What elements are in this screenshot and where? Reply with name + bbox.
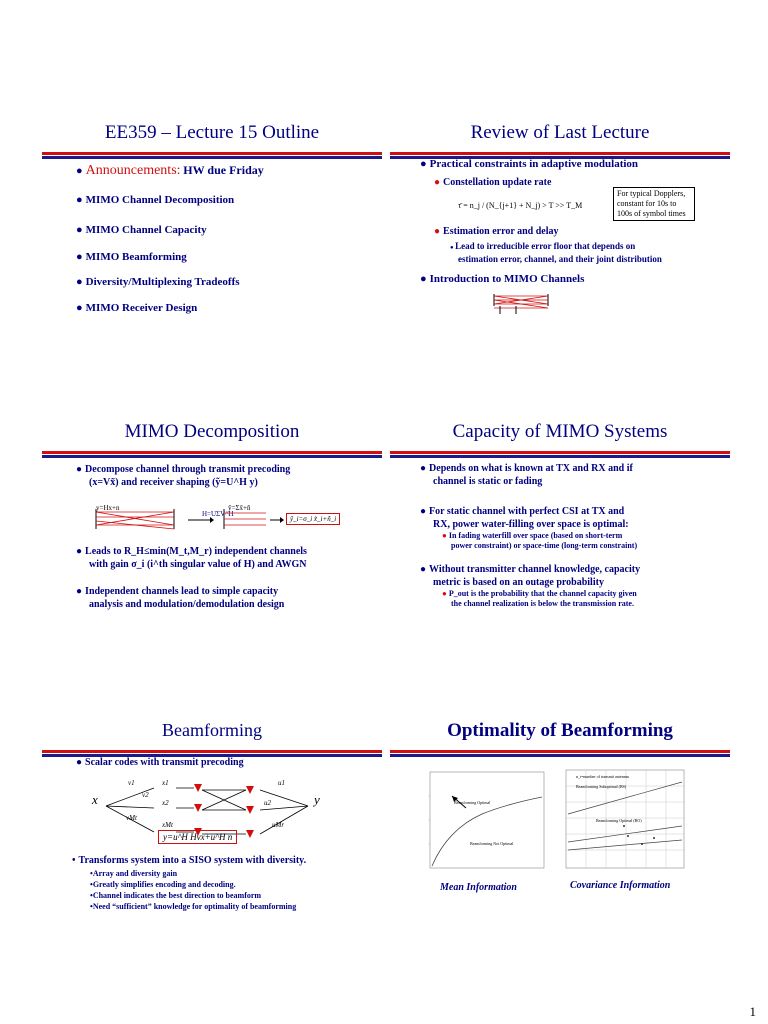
bullet: ● Scalar codes with transmit precoding — [76, 757, 244, 768]
slide-review — [390, 122, 730, 392]
outline-item: ● MIMO Channel Capacity — [76, 224, 207, 236]
label-x: x — [92, 792, 98, 807]
label-v2: v2 — [142, 791, 149, 799]
plot2-label-top: Beamforming Suboptimal (BS) — [576, 784, 627, 789]
bullet: ● Without transmitter channel knowledge, capacity metric is based on an outage probability — [420, 564, 641, 588]
note-box: For typical Dopplers, constant for 10s to 100s of symbol times — [613, 187, 695, 221]
label-um: uMr — [272, 821, 285, 829]
label-y: y=Hx+n — [96, 504, 120, 512]
title-rule — [390, 750, 730, 758]
beamforming-formula: y=u^H Hvx+u^H n — [158, 830, 237, 844]
caption-mean: Mean Information — [440, 882, 517, 893]
mean-information-plot — [422, 768, 548, 878]
formula: τ̄ = n_j / (N_{j+1} + N_j) > T >> T_M — [458, 201, 583, 210]
caption-covariance: Covariance Information — [570, 880, 671, 891]
bullet: ● For static channel with perfect CSI at TX and RX, power water-filling over space is optimal: — [420, 506, 629, 530]
label-h: H=UΣV^H — [202, 510, 234, 518]
sub-bullet: ● Estimation error and delay — [434, 226, 559, 237]
label-x1: x1 — [162, 779, 169, 787]
bullet: ● Introduction to MIMO Channels — [420, 273, 585, 285]
slide-title: Beamforming — [162, 720, 262, 740]
label-xm: xMt — [162, 821, 173, 829]
slide-title: EE359 – Lecture 15 Outline — [104, 122, 320, 143]
mimo-channel-diagram — [486, 290, 556, 316]
bullet: ● Decompose channel through transmit precoding (x=Vx̃) and receiver shaping (ỹ=U^H y) — [76, 464, 291, 488]
outline-item: ● MIMO Channel Decomposition — [76, 194, 235, 206]
outline-item: ● Diversity/Multiplexing Tradeoffs — [76, 276, 240, 288]
bullet: ● Depends on what is known at TX and RX and if channel is static or fading — [420, 463, 633, 487]
label-ytilde: ỹ=Σx̃+ñ — [228, 504, 251, 512]
title-rule — [42, 152, 382, 160]
page-number: 1 — [749, 1004, 756, 1019]
slide-mimo-capacity — [390, 421, 730, 691]
bullet: ● Independent channels lead to simple capacity analysis and modulation/demodulation design — [76, 586, 285, 610]
bullet: ● Leads to R_H≤min(M_t,M_r) independent channels with gain σ_i (i^th singular value of H) and AWGN — [76, 546, 307, 570]
outline-item: ● MIMO Beamforming — [76, 251, 187, 263]
slide-outline — [42, 122, 382, 392]
announcement-bullet: ● Announcements: HW due Friday — [76, 163, 264, 178]
bullet: ● Practical constraints in adaptive modulation — [420, 158, 639, 170]
plot1-label-top: Beamforming Optimal — [454, 800, 491, 805]
label-x2: x2 — [162, 799, 169, 807]
sub-bullet: ● P_out is the probability that the channel capacity given the channel realization is below the transmission rate. — [442, 589, 637, 608]
sub-bullet: ● In fading waterfill over space (based on short-term power constraint) or space-time (long-term constraint) — [442, 531, 638, 550]
title-rule — [390, 451, 730, 459]
sub-bullet: ● Constellation update rate — [434, 177, 552, 188]
slide-title: Capacity of MIMO Systems — [452, 421, 668, 442]
outline-item: ● MIMO Receiver Design — [76, 302, 198, 314]
label-vm: vMt — [126, 814, 137, 822]
plot2-legend: n_t=number of transmit antennas — [576, 774, 630, 779]
slide-optimality — [390, 720, 730, 990]
slide-title: MIMO Decomposition — [124, 421, 300, 442]
label-u2: u2 — [264, 799, 271, 807]
slide-title: Optimality of Beamforming — [447, 720, 673, 741]
slide-title: Review of Last Lecture — [470, 122, 650, 143]
arrow-icon — [188, 517, 214, 523]
sub-list: •Array and diversity gain •Greatly simplifies encoding and decoding. •Channel indicates the best direction to beamform •Need “sufficient” knowledge for optimality of beamforming — [90, 869, 297, 911]
bullet: • Transforms system into a SISO system with diversity. — [72, 855, 307, 866]
label-y: y — [314, 792, 320, 807]
label-u1: u1 — [278, 779, 285, 787]
title-rule — [42, 451, 382, 459]
sub-sub-bullet: ● Lead to irreducible error floor that depends on estimation error, channel, and their joint distribution — [450, 241, 662, 264]
plot1-label-bottom: Beamforming Not Optimal — [470, 841, 514, 846]
slide-beamforming — [42, 720, 382, 990]
arrow-icon — [270, 517, 284, 523]
label-yi: ỹ_i=σ_i x̃_i+ñ_i — [286, 513, 340, 525]
label-v1: v1 — [128, 779, 135, 787]
plot2-label-mid: Beamforming Optimal (BO) — [596, 818, 642, 823]
slide-mimo-decomposition — [42, 421, 382, 691]
